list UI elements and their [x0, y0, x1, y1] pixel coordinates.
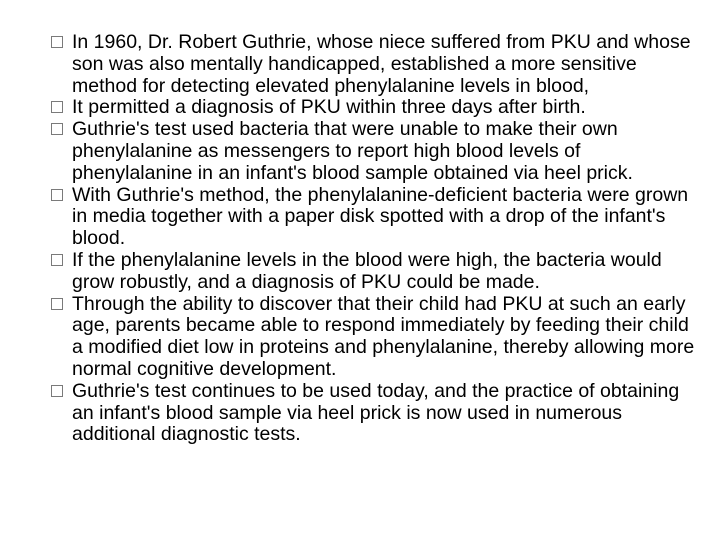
bullet-text: Guthrie's test continues to be used today, and the practice of obtaining an infant's blood sample via heel prick is now used in numerous additional diagnostic tests.: [72, 379, 680, 446]
bullet-box-icon: [51, 123, 63, 135]
bullet-text: With Guthrie's method, the phenylalanine-deficient bacteria were grown in media together with a paper disk spotted with a drop of the infant's blood.: [72, 183, 689, 250]
bullet-text: It permitted a diagnosis of PKU within three days after birth.: [72, 96, 586, 119]
bullet-box-icon: [51, 36, 63, 48]
bullet-box-icon: [51, 101, 63, 113]
bullet-box-icon: [51, 189, 63, 201]
bullet-text: If the phenylalanine levels in the blood were high, the bacteria would grow robustly, and a diagnosis of PKU could be made.: [72, 248, 662, 293]
bullet-item: [50, 294, 695, 381]
bullet-item: [50, 97, 695, 119]
bullet-text: In 1960, Dr. Robert Guthrie, whose niece suffered from PKU and whose son was also mentally handicapped, established a more sensitive method for detecting elevated phenylalanine levels in blood,: [72, 31, 691, 97]
bullet-item: [50, 119, 695, 184]
bullet-item: [50, 381, 695, 446]
bullet-list: [50, 32, 695, 446]
bullet-text: Through the ability to discover that their child had PKU at such an early age, parents became able to respond immediately by feeding their child a modified diet low in proteins and phenylalanine, thereby allowing more normal cognitive development.: [72, 292, 695, 380]
bullet-box-icon: [51, 385, 63, 397]
bullet-item: [50, 185, 695, 250]
bullet-item: [50, 250, 695, 294]
bullet-box-icon: [51, 254, 63, 266]
bullet-item: [50, 32, 695, 97]
bullet-text: Guthrie's test used bacteria that were unable to make their own phenylalanine as messengers to report high blood levels of phenylalanine in an infant's blood sample obtained via heel prick.: [72, 118, 633, 184]
bullet-box-icon: [51, 298, 63, 310]
